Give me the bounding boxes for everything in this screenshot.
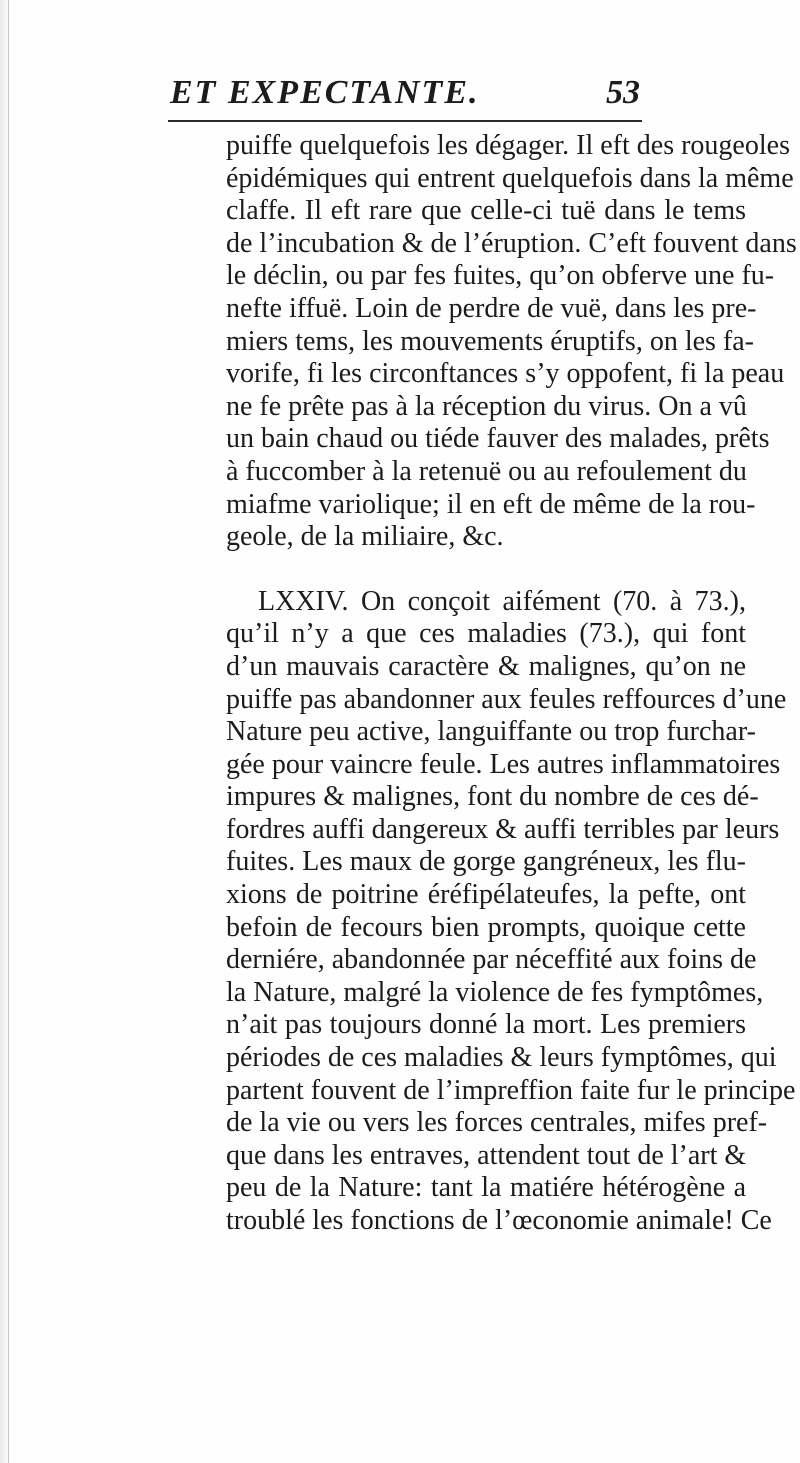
- text-line: geole, de la miliaire, &c.: [226, 521, 504, 553]
- text-line: fordres auffi dangereux & auffi terribles par leurs: [226, 813, 780, 845]
- paragraph-lxxiv: [226, 585, 796, 1238]
- text-line: peu de la Nature: tant la matiére hétérogène a: [226, 1172, 746, 1204]
- text-line: fuites. Les maux de gorge gangréneux, les flu-: [226, 846, 746, 878]
- text-line: xions de poitrine éréfipélateufes, la pefte, ont: [226, 879, 746, 911]
- text-line: puiffe quelquefois les dégager. Il eft des rougeoles: [226, 130, 790, 161]
- text-line: le déclin, ou par fes fuites, qu’on obferve une fu-: [226, 260, 775, 292]
- text-line: à fuccomber à la retenuë ou au refoulement du: [226, 455, 747, 487]
- text-line: LXXIV. On conçoit aifément (70. à 73.),: [258, 585, 746, 617]
- text-line: gée pour vaincre feule. Les autres inflammatoires: [226, 748, 781, 780]
- text-line: miers tems, les mouvements éruptifs, on les fa-: [226, 325, 754, 357]
- text-line: ne fe prête pas à la réception du virus. On a vû: [226, 390, 747, 422]
- text-line: n’ait pas toujours donné la mort. Les premiers: [226, 1009, 746, 1041]
- header-rule: [168, 120, 642, 122]
- running-title: ET EXPECTANTE.: [170, 74, 480, 111]
- text-line: de l’incubation & de l’éruption. C’eft fouvent dans: [226, 227, 797, 259]
- text-line: qu’il n’y a que ces maladies (73.), qui font: [226, 618, 746, 650]
- paragraph-gap: [226, 554, 746, 586]
- text-line: derniére, abandonnée par néceffité aux foins de: [226, 944, 757, 976]
- text-line: troublé les fonctions de l’œconomie animale! Ce: [226, 1205, 772, 1236]
- text-line: puiffe pas abandonner aux feules reffources d’une: [226, 683, 787, 715]
- text-line: que dans les entraves, attendent tout de l’art &: [226, 1139, 747, 1171]
- text-line: épidémiques qui entrent quelquefois dans la même: [226, 162, 794, 194]
- page-number: 53: [606, 74, 640, 111]
- text-line: befoin de fecours bien prompts, quoique cette: [226, 911, 746, 943]
- text-line: d’un mauvais caractère & malignes, qu’on ne: [226, 650, 746, 682]
- text-line: de la vie ou vers les forces centrales, mifes pref-: [226, 1107, 768, 1139]
- text-line: la Nature, malgré la violence de fes fymptômes,: [226, 976, 764, 1008]
- text-line: Nature peu active, languiffante ou trop furchar-: [226, 716, 756, 748]
- text-line: partent fouvent de l’impreffion faite fur le principe: [226, 1074, 796, 1106]
- text-line: impures & malignes, font du nombre de ces dé-: [226, 781, 759, 813]
- text-line: vorife, fi les circonftances s’y oppofent, fi la peau: [226, 358, 785, 390]
- page-binding-edge: [0, 0, 9, 1463]
- body-text: [226, 130, 797, 1238]
- paragraph-1: [226, 130, 797, 554]
- text-line: un bain chaud ou tiéde fauver des malades, prêts: [226, 423, 770, 455]
- page-header: [170, 74, 640, 124]
- text-line: nefte iffuë. Loin de perdre de vuë, dans les pre-: [226, 292, 757, 324]
- text-line: périodes de ces maladies & leurs fymptômes, qui: [226, 1042, 777, 1074]
- text-line: claffe. Il eft rare que celle-ci tuë dans le tems: [226, 195, 746, 227]
- text-line: miafme variolique; il en eft de même de la rou-: [226, 488, 756, 520]
